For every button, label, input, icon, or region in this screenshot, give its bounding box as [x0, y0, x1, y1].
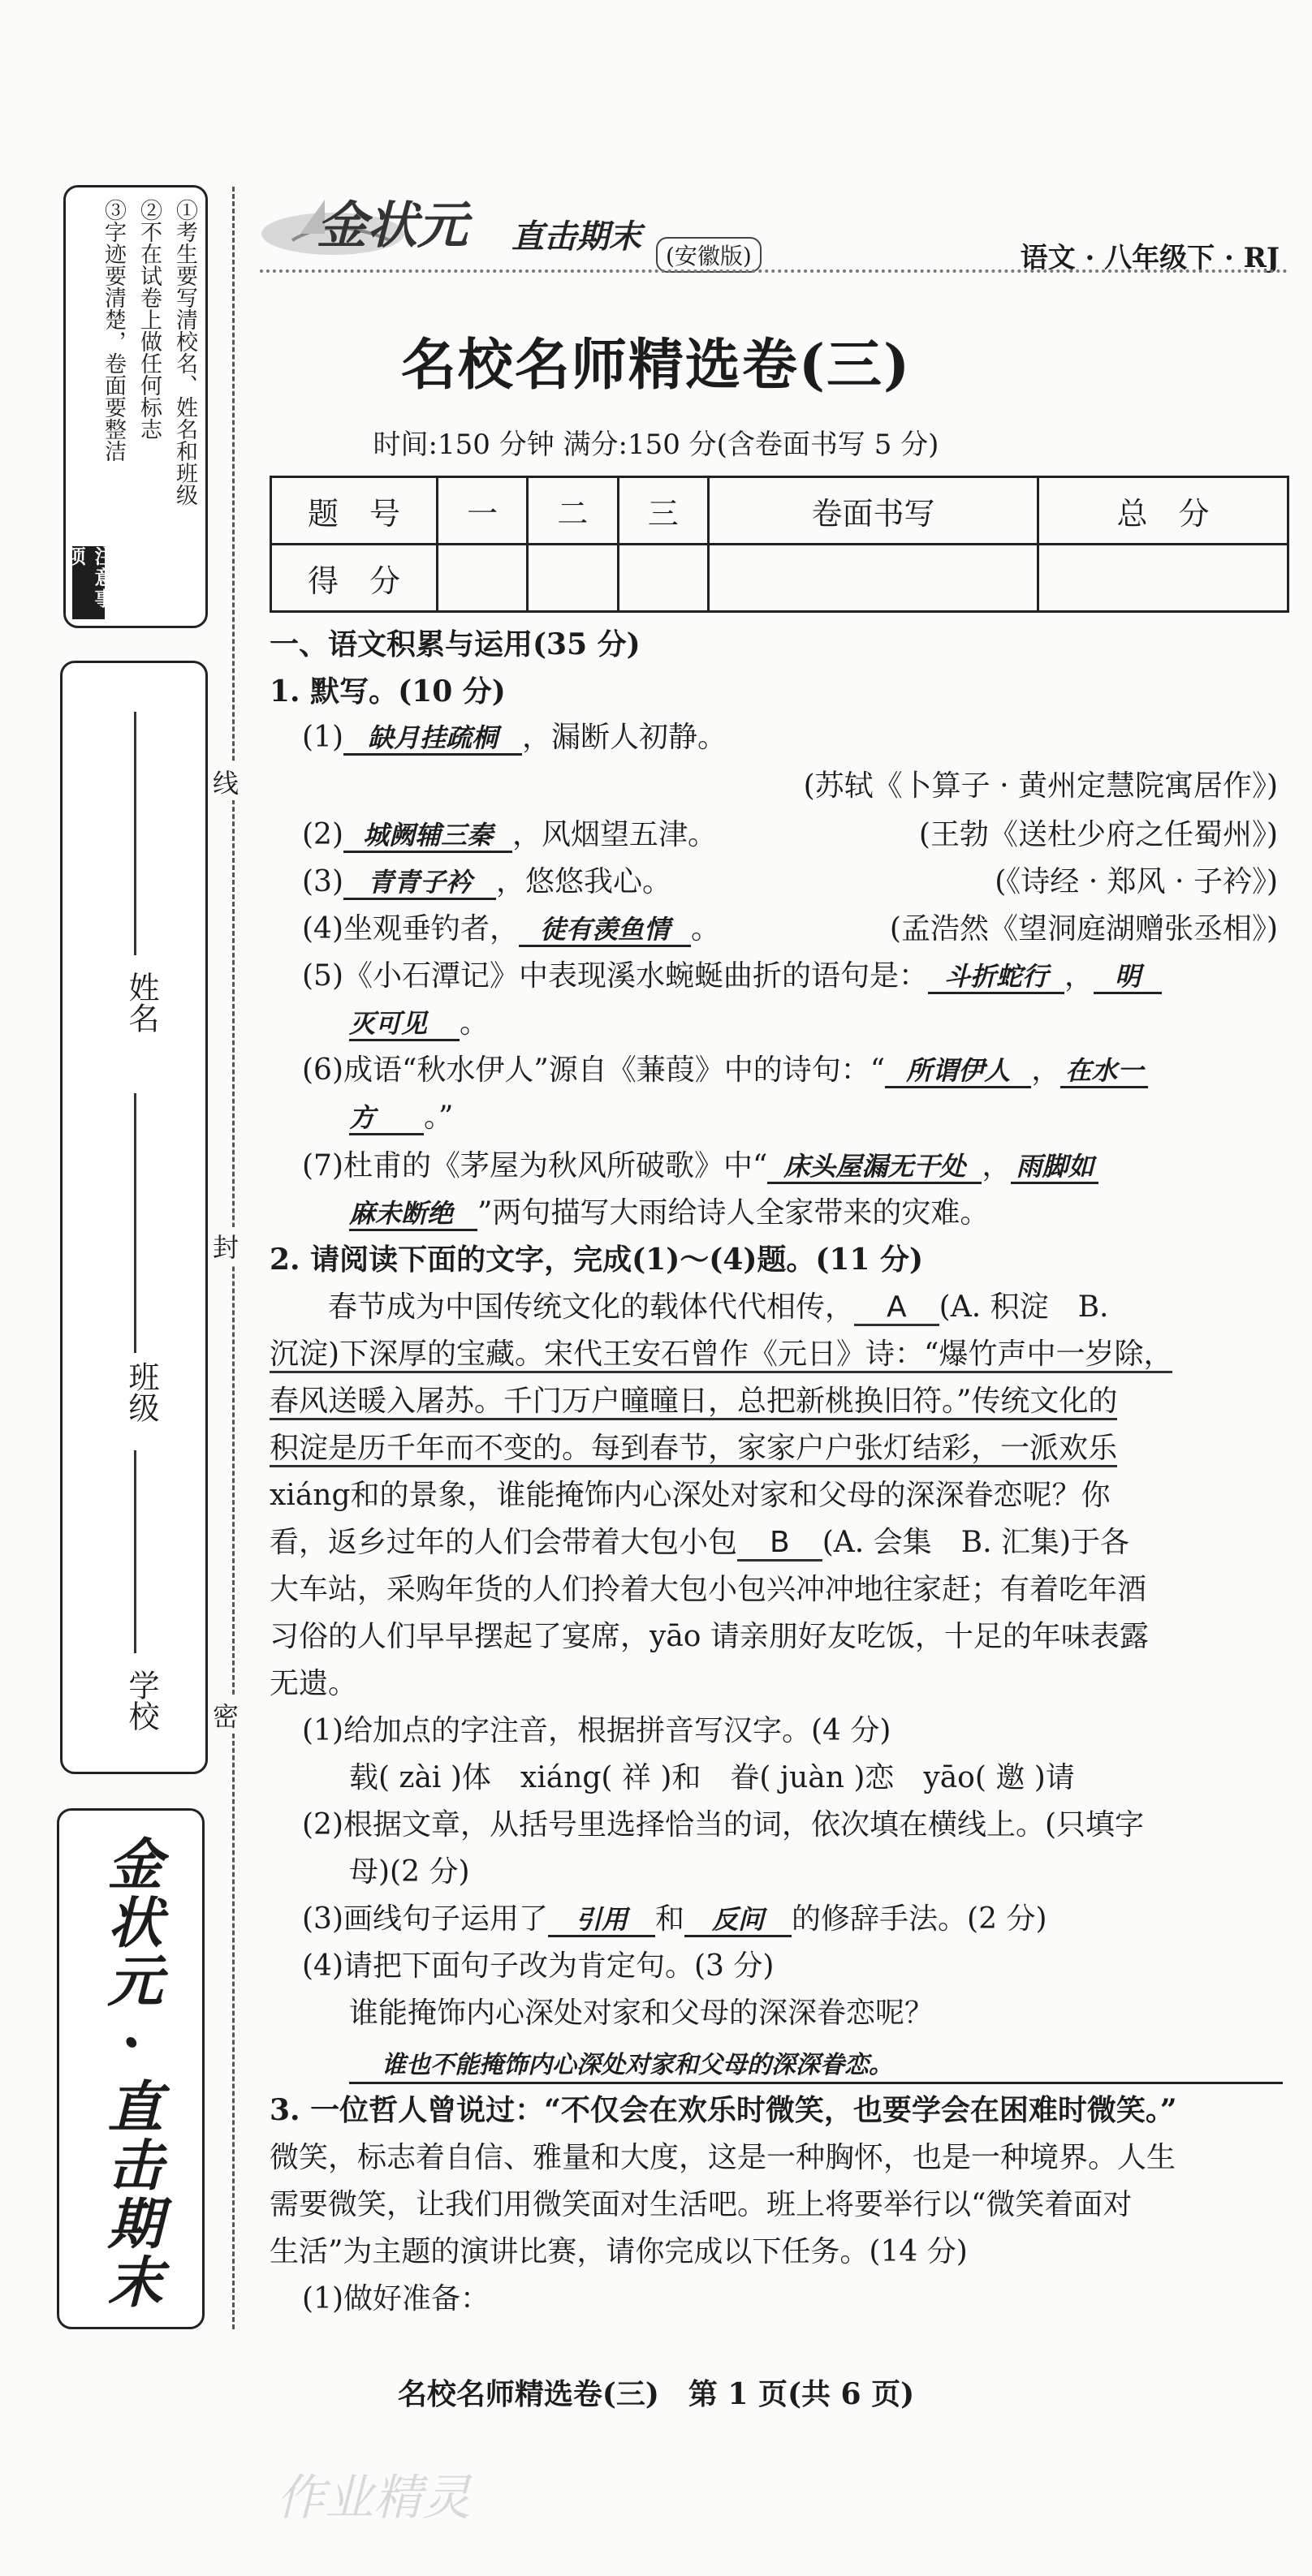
q2-sub-3-answer-1[interactable]: 引用 [548, 1904, 655, 1937]
q2-passage-line [270, 1336, 1172, 1372]
q2-underlined-text: 春风送暖入屠苏。千门万户曈曈日，总把新桃换旧符。”传统文化的 [270, 1385, 1117, 1420]
q2-sub-1-answers[interactable]: 载( zài )体 xiáng( 祥 )和 眷( juàn )恋 yāo( 邀 )请 [349, 1761, 1075, 1794]
fold-label-line: 线 [213, 763, 239, 800]
score-table-score-row [271, 545, 1288, 612]
q1-item-2-num: (2) [302, 818, 343, 851]
q2-passage-line [270, 1289, 1109, 1325]
q2-blank-2[interactable]: B [737, 1526, 822, 1562]
q1-item-5 [302, 958, 1162, 994]
q1-item-3-num: (3) [302, 865, 343, 898]
brand-text: 金状元 · 直击期末 [98, 1835, 163, 2312]
q1-item-2-text: ，风烟望五津。 [512, 818, 718, 851]
header-subtitle: 直击期末 [511, 218, 641, 256]
q2-blank-1[interactable]: A [854, 1290, 939, 1326]
q2-sub-3-and: 和 [655, 1902, 685, 1936]
student-info-box [60, 661, 208, 1774]
subject-grade: 语文 · 八年级下 · RJ [1020, 242, 1280, 274]
q1-item-6-answer-3[interactable]: 方 [349, 1102, 424, 1135]
q2-sub-4-answer-text: 谁也不能掩饰内心深处对家和父母的深深眷恋。 [382, 2051, 893, 2079]
q1-item-6 [302, 1052, 1148, 1088]
logo-text: 金状元 [317, 196, 468, 255]
time-score-info: 时间:150 分钟 满分:150 分(含卷面书写 5 分) [373, 429, 939, 461]
class-label: 班级 [123, 1361, 159, 1423]
q1-item-2-answer[interactable]: 城阙辅三秦 [343, 820, 512, 853]
question-3-line: (1)做好准备： [302, 2282, 490, 2315]
q1-item-5-answer-2[interactable]: 明 [1094, 961, 1162, 994]
q2-sub-2: (2)根据文章，从括号里选择恰当的词，依次填在横线上。(只填字 [302, 1808, 1145, 1842]
notice-title: 注意事项 [72, 546, 105, 619]
q1-item-6-text: (6)成语“秋水伊人”源自《蒹葭》中的诗句：“ [302, 1053, 886, 1087]
score-header-cell: 一 [438, 477, 528, 545]
fold-label-secret: 密 [213, 1696, 239, 1734]
watermark: 作业精灵 [276, 2470, 471, 2526]
q1-item-6-answer-2[interactable]: 在水一 [1060, 1055, 1148, 1088]
name-label: 姓名 [123, 971, 159, 1033]
q1-item-3-answer[interactable]: 青青子衿 [343, 867, 496, 900]
q1-item-4-end: 。 [691, 912, 721, 946]
q2-passage-text: (A. 会集 B. 汇集)于各 [822, 1526, 1130, 1559]
q1-item-6-cont [349, 1099, 453, 1135]
q1-item-7-cont [349, 1195, 989, 1231]
notice-item-2: ②不在试卷上做任何标志 [136, 199, 162, 440]
score-cell[interactable] [1038, 545, 1288, 612]
q1-item-6-end: 。” [424, 1101, 454, 1134]
q2-underlined-text: 沉淀)下深厚的宝藏。宋代王安石曾作《元日》诗：“爆竹声中一岁除， [270, 1338, 1172, 1373]
q1-item-1-text: ，漏断人初静。 [522, 721, 727, 754]
q2-passage-line: 大车站，采购年货的人们拎着大包小包兴冲冲地往家赶；有着吃年酒 [270, 1573, 1147, 1606]
q1-item-5-text: (5)《小石潭记》中表现溪水蜿蜒曲折的语句是： [302, 959, 928, 993]
q1-item-4-answer[interactable]: 徒有羡鱼情 [519, 914, 691, 947]
score-cell[interactable] [618, 545, 708, 612]
q1-item-7-answer-2[interactable]: 雨脚如 [1011, 1151, 1098, 1184]
question-1-heading: 1. 默写。(10 分) [270, 674, 506, 709]
q2-underlined-text: 积淀是历千年而不变的。每到春节，家家户户张灯结彩，一派欢乐 [270, 1432, 1117, 1467]
q1-item-7-end: ”两句描写大雨给诗人全家带来的灾难。 [477, 1196, 990, 1230]
q2-sub-4: (4)请把下面句子改为肯定句。(3 分) [302, 1949, 775, 1983]
q2-passage-text: 春节成为中国传统文化的载体代代相传， [270, 1290, 855, 1324]
q1-item-5-cont [349, 1005, 489, 1041]
q1-item-4-text: (4)坐观垂钓者， [302, 912, 519, 946]
q1-item-4-source: (孟浩然《望洞庭湖赠张丞相》) [889, 912, 1278, 946]
school-line [134, 1450, 136, 1653]
edition-badge: (安徽版) [656, 237, 762, 273]
q1-item-1-answer[interactable]: 缺月挂疏桐 [343, 722, 522, 756]
q1-item-6-comma: ， [1031, 1053, 1061, 1087]
score-header-cell: 二 [528, 477, 618, 545]
q2-sub-4-question: 谁能掩饰内心深处对家和父母的深深眷恋呢？ [349, 1997, 934, 2030]
q1-item-5-answer-1[interactable]: 斗折蛇行 [928, 961, 1064, 994]
q1-item-3 [302, 864, 671, 900]
notice-item-1: ①考生要写清校名、姓名和班级 [172, 199, 197, 506]
q2-passage-text: 看，返乡过年的人们会带着大包小包 [270, 1526, 738, 1559]
school-label: 学校 [123, 1669, 159, 1731]
score-header-cell: 三 [618, 477, 708, 545]
score-header-cell: 卷面书写 [708, 477, 1038, 545]
score-row-label: 得 分 [271, 545, 438, 612]
q2-sub-3-end: 的修辞手法。(2 分) [792, 1902, 1047, 1936]
q1-item-7-answer-1[interactable]: 床头屋漏无干处 [767, 1151, 982, 1184]
q2-sub-3 [302, 1901, 1047, 1937]
q1-item-3-source: (《诗经 · 郑风 · 子衿》) [995, 865, 1278, 898]
page-footer: 名校名师精选卷(三) 第 1 页(共 6 页) [397, 2377, 915, 2411]
q1-item-7-comma: ， [982, 1149, 1012, 1182]
q1-item-2 [302, 816, 717, 853]
question-3-line: 微笑，标志着自信、雅量和大度，这是一种胸怀，也是一种境界。人生 [270, 2141, 1176, 2174]
score-cell[interactable] [438, 545, 528, 612]
q2-passage-line [270, 1383, 1117, 1419]
section-heading: 一、语文积累与运用(35 分) [270, 627, 641, 661]
q1-item-7 [302, 1148, 1098, 1184]
page-header [260, 183, 1288, 274]
q2-sub-3-text: (3)画线句子运用了 [302, 1902, 548, 1936]
class-line [134, 1093, 136, 1353]
q2-passage-line: xiáng和的景象，谁能掩饰内心深处对家和父母的深深眷恋呢？你 [270, 1479, 1111, 1512]
notice-item-3: ③字迹要清楚，卷面要整洁 [101, 199, 126, 462]
q1-item-1 [302, 719, 727, 756]
q2-passage-line [270, 1430, 1117, 1467]
score-table [270, 476, 1289, 613]
q1-item-7-text: (7)杜甫的《茅屋为秋风所破歌》中“ [302, 1149, 768, 1182]
q1-item-4 [302, 911, 720, 947]
q2-passage-line [270, 1524, 1129, 1561]
notice-box [63, 185, 208, 628]
q1-item-5-comma: ， [1064, 959, 1094, 993]
q2-sub-4-answer[interactable] [349, 2045, 1283, 2084]
q1-item-2-source: (王勃《送杜少府之任蜀州》) [918, 818, 1278, 851]
q1-item-1-source: (苏轼《卜算子 · 黄州定慧院寓居作》) [803, 769, 1278, 803]
name-line [134, 712, 136, 955]
score-header-cell: 总 分 [1038, 477, 1288, 545]
q1-item-5-end: 。 [460, 1006, 490, 1040]
q2-sub-1: (1)给加点的字注音，根据拼音写汉字。(4 分) [302, 1714, 891, 1747]
score-table-header-row [271, 477, 1288, 545]
q1-item-6-answer-1[interactable]: 所谓伊人 [885, 1055, 1031, 1088]
q2-passage-text: (A. 积淀 B. [939, 1290, 1109, 1324]
q2-passage-line: 习俗的人们早早摆起了宴席，yāo 请亲朋好友吃饭，十足的年味表露 [270, 1620, 1149, 1653]
score-cell[interactable] [528, 545, 618, 612]
score-header-cell: 题 号 [271, 477, 438, 545]
brand-box [57, 1808, 205, 2329]
q2-sub-2-cont: 母)(2 分) [349, 1855, 470, 1889]
q1-item-5-answer-3[interactable]: 灭可见 [349, 1008, 460, 1041]
page-title: 名校名师精选卷(三) [400, 333, 912, 398]
q2-sub-3-answer-2[interactable]: 反问 [684, 1904, 792, 1937]
question-2-heading: 2. 请阅读下面的文字，完成(1)～(4)题。(11 分) [270, 1243, 924, 1277]
q1-item-7-answer-3[interactable]: 麻未断绝 [349, 1198, 477, 1231]
fold-label-seal: 封 [213, 1227, 239, 1264]
score-cell[interactable] [708, 545, 1038, 612]
q1-item-3-text: ，悠悠我心。 [496, 865, 672, 898]
question-3-line: 生活”为主题的演讲比赛，请你完成以下任务。(14 分) [270, 2235, 968, 2268]
q1-item-1-num: (1) [302, 721, 343, 754]
q2-passage-line: 无遗。 [270, 1667, 358, 1700]
question-3-line: 3. 一位哲人曾说过：“不仅会在欢乐时微笑，也要学会在困难时微笑。” [270, 2093, 1177, 2127]
header-divider [260, 269, 1288, 273]
question-3-line: 需要微笑，让我们用微笑面对生活吧。班上将要举行以“微笑着面对 [270, 2188, 1133, 2221]
